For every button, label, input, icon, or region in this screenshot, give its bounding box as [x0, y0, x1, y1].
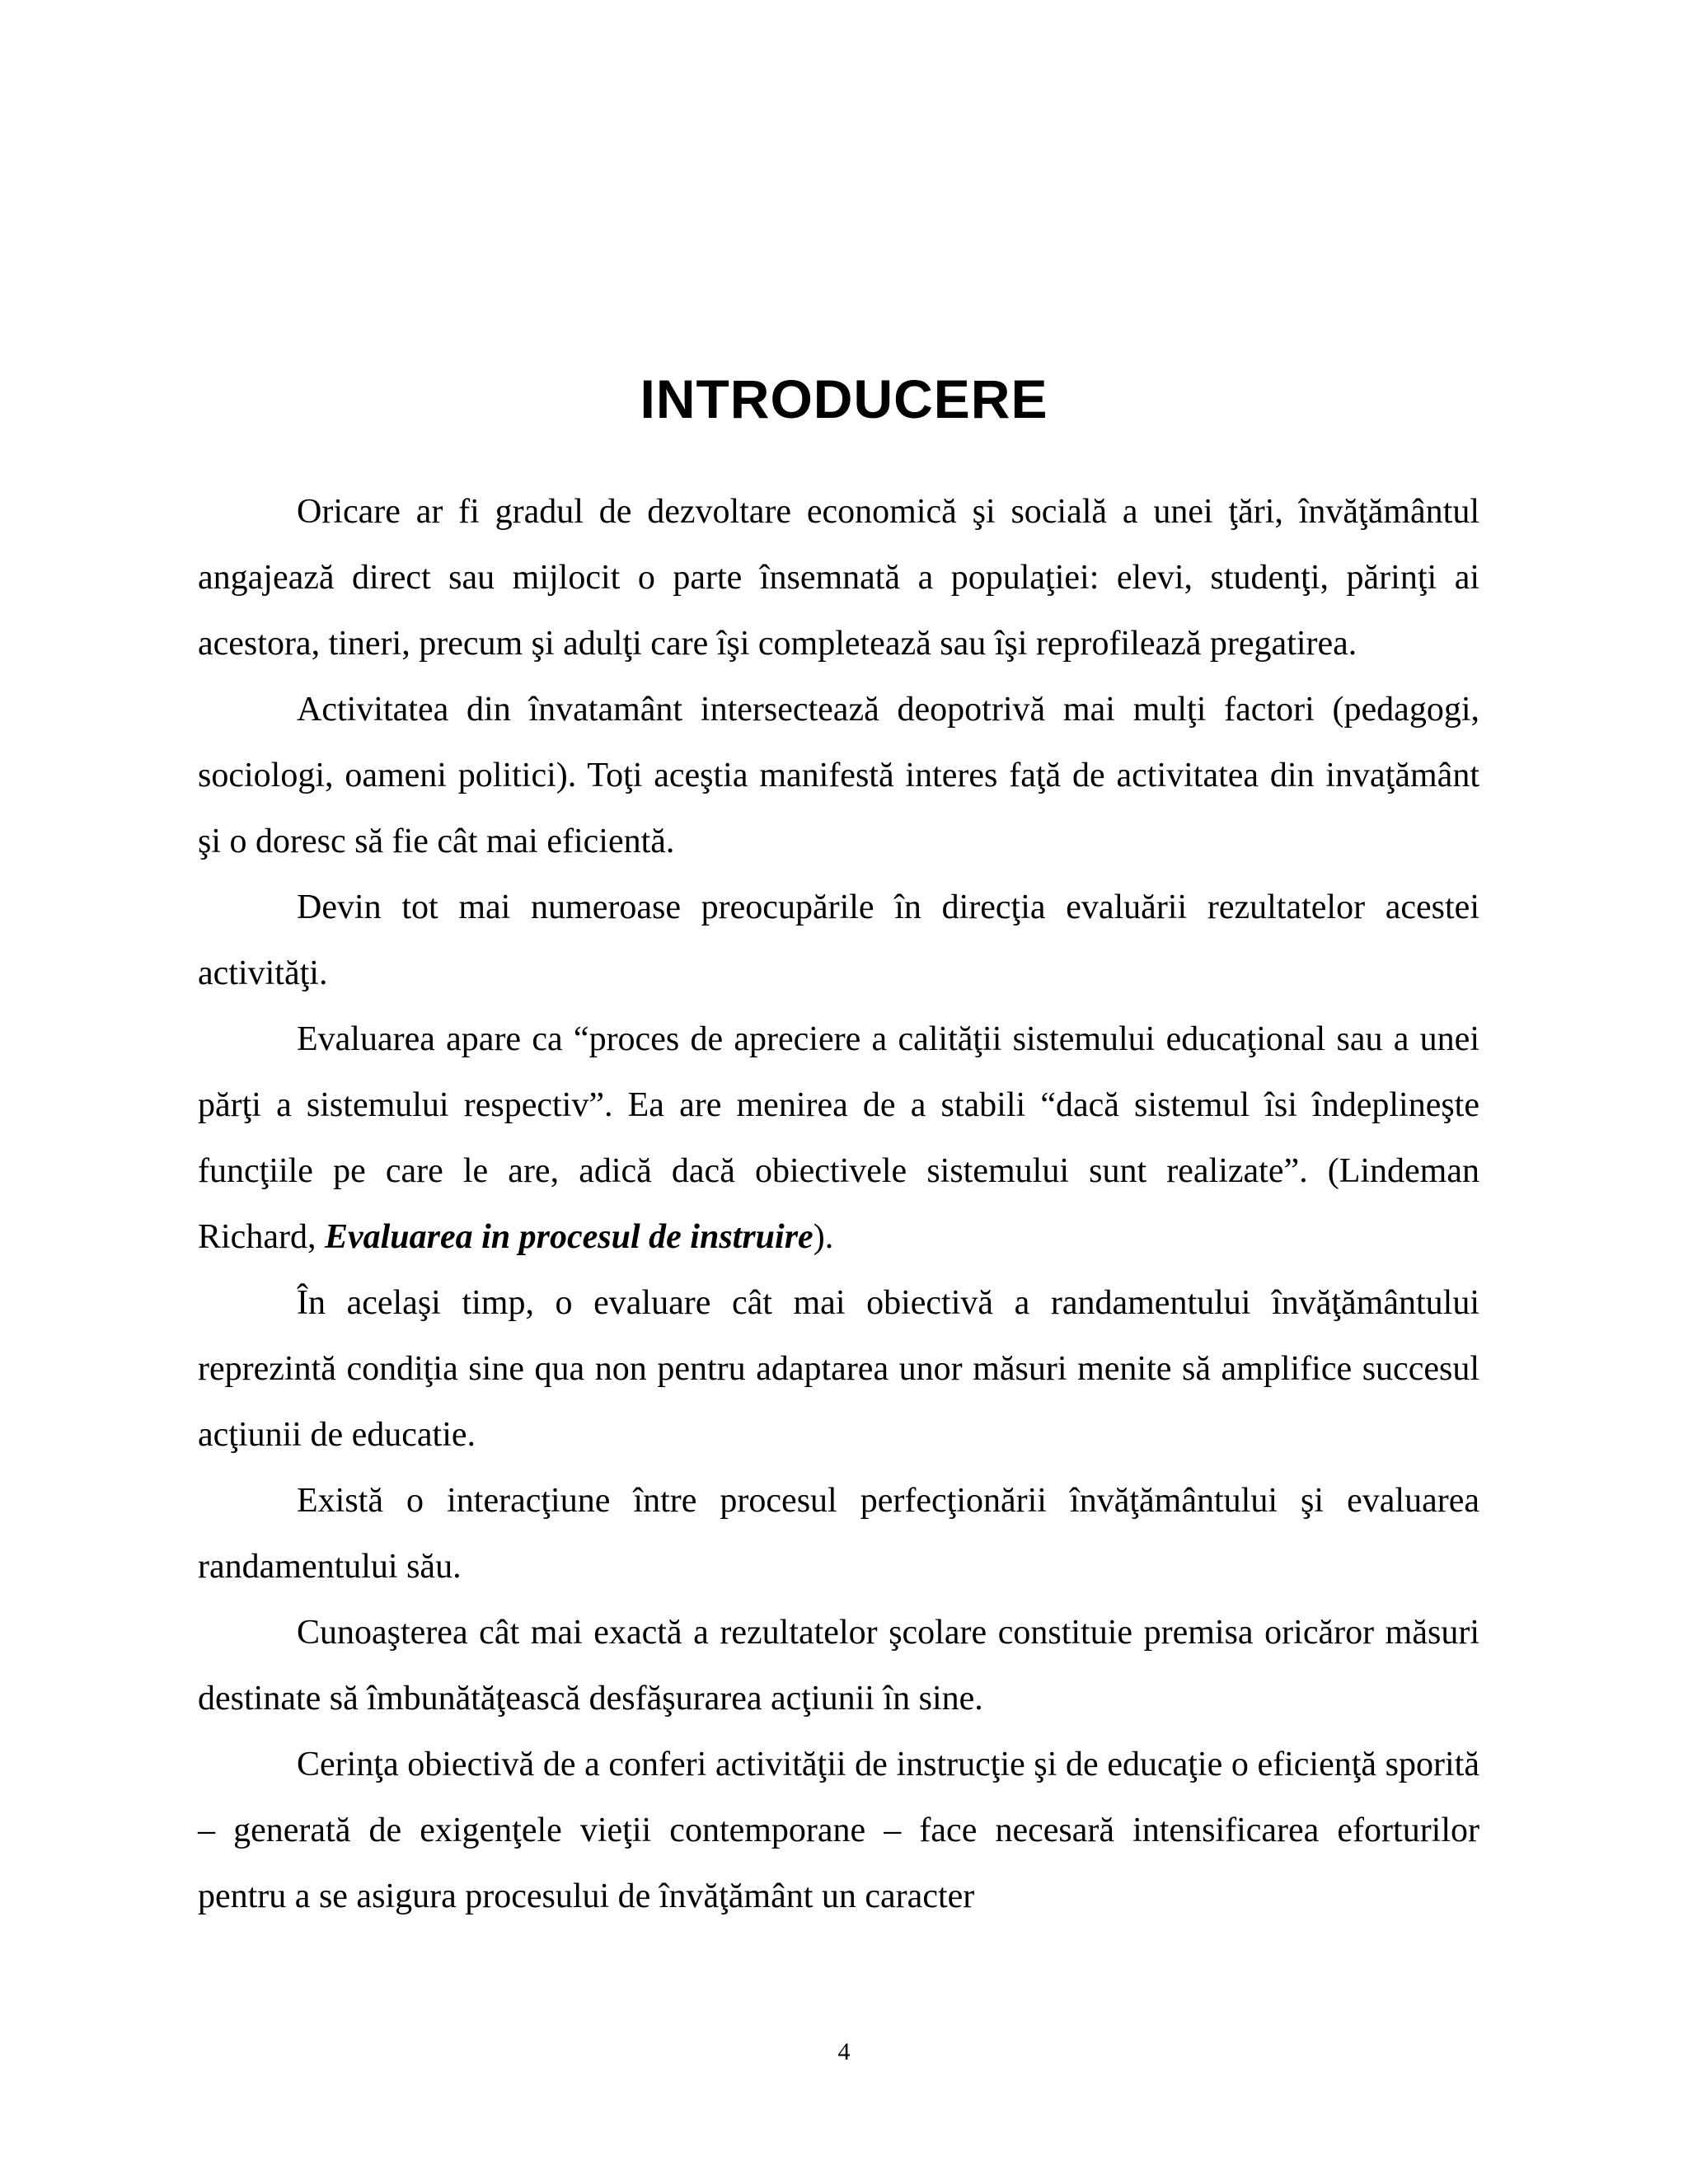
cited-work-title: Evaluarea in procesul de instruire [324, 1218, 814, 1256]
paragraph-4-end: ). [813, 1218, 834, 1256]
page-title: INTRODUCERE [640, 368, 1048, 430]
paragraph-4 [198, 1006, 1479, 1270]
paragraph-4-text: Evaluarea apare ca “proces de apreciere a calităţii sistemului educaţional sau a unei părţi a sistemului respectiv”. Ea are menirea de a stabili “dacă sistemul îsi îndeplineşte funcţiile pe care le are, adică dacă obiectivele sistemului sunt realizate”. (Lindeman Richard, [198, 1020, 1479, 1256]
paragraph-2: Activitatea din învatamânt intersectează deopotrivă mai mulţi factori (pedagogi, sociologi, oameni politici). Toţi aceştia manifestă interes faţă de activitatea din invaţământ şi o doresc să fie cât mai eficientă. [198, 691, 1479, 860]
paragraph-7: Cunoaşterea cât mai exactă a rezultatelor şcolare constituie premisa oricăror măsuri destinate să îmbunătăţească desfăşurarea acţiunii în sine. [198, 1614, 1479, 1718]
paragraph-8: Cerinţa obiectivă de a conferi activităţii de instrucţie şi de educaţie o eficienţă sporită – generată de exigenţele vieţii contemporane – face necesară intensificarea eforturilor pentru a se asigura procesului de învăţământ un caracter [198, 1746, 1479, 1915]
page-number: 4 [837, 2038, 851, 2065]
paragraph-3: Devin tot mai numeroase preocupările în direcţia evaluării rezultatelor acestei activităţi. [198, 888, 1479, 992]
body-text [198, 479, 1479, 1929]
paragraph-5: În acelaşi timp, o evaluare cât mai obiectivă a randamentului învăţământului reprezintă condiţia sine qua non pentru adaptarea unor măsuri menite să amplifice succesul acţiunii de educatie. [198, 1284, 1479, 1454]
paragraph-1: Oricare ar fi gradul de dezvoltare economică şi socială a unei ţări, învăţământul angajează direct sau mijlocit o parte însemnată a populaţiei: elevi, studenţi, părinţi ai acestora, tineri, precum şi adulţi care îşi completează sau îşi reprofilează pregatirea. [198, 493, 1479, 663]
paragraph-6: Există o interacţiune între procesul perfecţionării învăţământului şi evaluarea randamentului său. [198, 1482, 1479, 1586]
